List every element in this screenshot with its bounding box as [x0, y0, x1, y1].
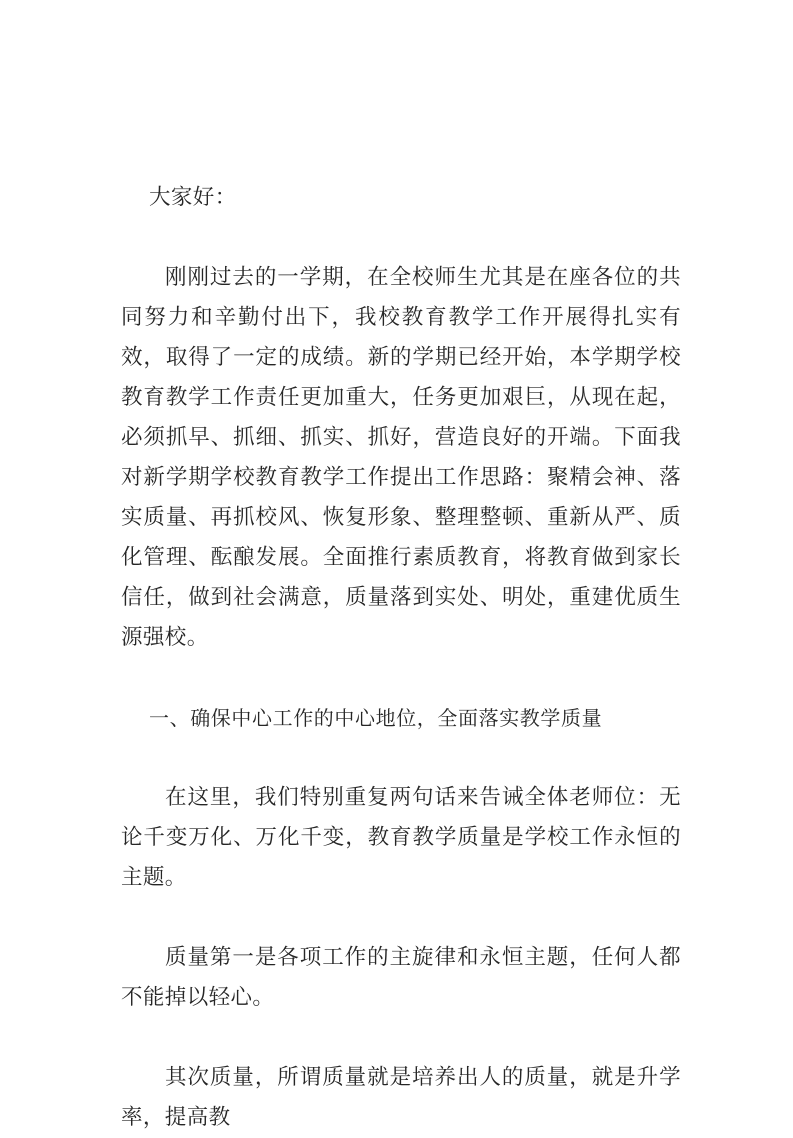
- salutation-line: 大家好：: [149, 185, 237, 210]
- document-text-column: [121, 178, 681, 1138]
- section-heading-1: 一、确保中心工作的中心地位，全面落实教学质量: [149, 706, 603, 730]
- body-paragraph-4: 其次质量，所谓质量就是培养出人的质量，就是升学率，提高教: [121, 1065, 681, 1130]
- body-paragraph-2: 在这里，我们特别重复两句话来告诫全体老师位：无论千变万化、万化千变，教育教学质量是学校工作永恒的主题。: [121, 785, 681, 890]
- body-paragraph-1: 刚刚过去的一学期，在全校师生尤其是在座各位的共同努力和辛勤付出下，我校教育教学工作开展得扎实有效，取得了一定的成绩。新的学期已经开始，本学期学校教育教学工作责任更加重大，任务更加艰巨，从现在起，必须抓早、抓细、抓实、抓好，营造良好的开端。下面我对新学期学校教育教学工作提出工作思路：聚精会神、落实质量、再抓校风、恢复形象、整理整顿、重新从严、质化管理、酝酿发展。全面推行素质教育，将教育做到家长信任，做到社会满意，质量落到实处、明处，重建优质生源强校。: [121, 265, 681, 650]
- body-paragraph-3: 质量第一是各项工作的主旋律和永恒主题，任何人都不能掉以轻心。: [121, 945, 681, 1010]
